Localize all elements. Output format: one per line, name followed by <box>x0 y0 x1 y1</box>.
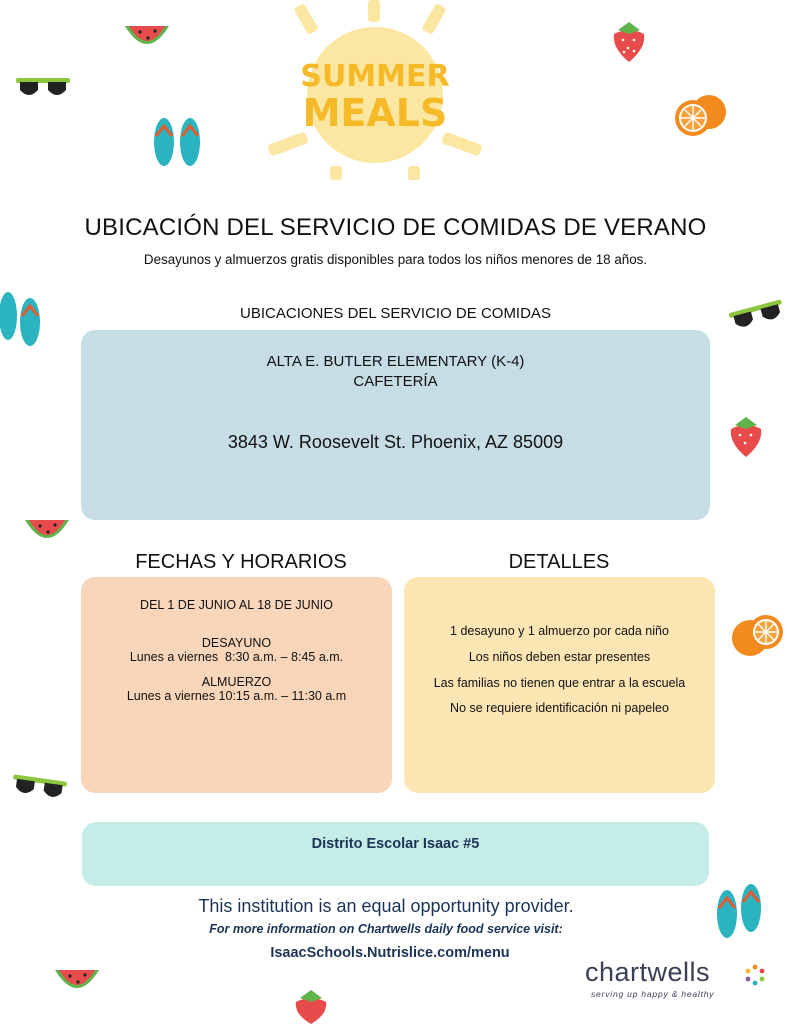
watermelon-icon <box>122 18 172 54</box>
menu-url-link[interactable]: IsaacSchools.Nutrislice.com/menu <box>270 945 510 961</box>
logo-line-meals: MEALS <box>302 91 448 135</box>
orange-slice-icon <box>730 612 784 658</box>
brand-name: chartwells <box>585 957 711 987</box>
details-item: No se requiere identificación ni papeleo <box>450 701 669 715</box>
date-range: DEL 1 DE JUNIO AL 18 DE JUNIO <box>140 598 333 612</box>
chartwells-logo <box>585 957 775 1002</box>
details-heading: DETALLES <box>508 551 610 573</box>
sunglasses-icon <box>10 770 68 806</box>
watermelon-icon <box>22 512 72 548</box>
lunch-label: ALMUERZO <box>201 675 272 689</box>
district-card <box>82 822 709 886</box>
details-card <box>404 577 715 793</box>
strawberry-icon <box>727 412 765 460</box>
sunglasses-icon <box>14 74 72 106</box>
more-info-text: For more information on Chartwells daily food service visit: <box>209 922 563 936</box>
brand-tagline: serving up happy & healthy <box>591 989 715 999</box>
breakfast-label: DESAYUNO <box>201 636 272 650</box>
district-name: Distrito Escolar Isaac #5 <box>311 836 480 852</box>
breakfast-block <box>81 636 392 664</box>
location-room: CAFETERÍA <box>353 373 438 390</box>
watermelon-icon <box>52 962 102 998</box>
page-title: UBICACIÓN DEL SERVICIO DE COMIDAS DE VERANO <box>84 214 707 241</box>
details-item: 1 desayuno y 1 almuerzo por cada niño <box>450 624 669 638</box>
page-subtitle: Desayunos y almuerzos gratis disponibles para todos los niños menores de 18 años. <box>143 252 648 267</box>
lunch-block <box>81 675 392 703</box>
details-item: Las familias no tienen que entrar a la escuela <box>433 676 686 690</box>
breakfast-time: Lunes a viernes 8:30 a.m. – 8:45 a.m. <box>129 650 344 664</box>
location-card <box>81 330 710 520</box>
equal-opportunity-statement: This institution is an equal opportunity provider. <box>198 896 574 916</box>
logo-line-summer: SUMMER <box>300 59 450 94</box>
location-address: 3843 W. Roosevelt St. Phoenix, AZ 85009 <box>227 432 564 452</box>
flip-flops-icon <box>150 116 205 168</box>
summer-meals-logo <box>260 0 490 180</box>
lunch-time: Lunes a viernes 10:15 a.m. – 11:30 a.m <box>126 689 347 703</box>
dates-heading: FECHAS Y HORARIOS <box>135 551 347 573</box>
details-item: Los niños deben estar presentes <box>468 650 651 664</box>
location-name: ALTA E. BUTLER ELEMENTARY (K-4) <box>266 353 525 370</box>
strawberry-icon <box>292 990 330 1024</box>
brand-dots-icon <box>743 963 767 987</box>
location-name-block <box>81 352 710 392</box>
locations-heading: UBICACIONES DEL SERVICIO DE COMIDAS <box>240 305 551 322</box>
dates-card <box>81 577 392 793</box>
strawberry-icon <box>610 18 648 64</box>
orange-slice-icon <box>673 92 727 138</box>
